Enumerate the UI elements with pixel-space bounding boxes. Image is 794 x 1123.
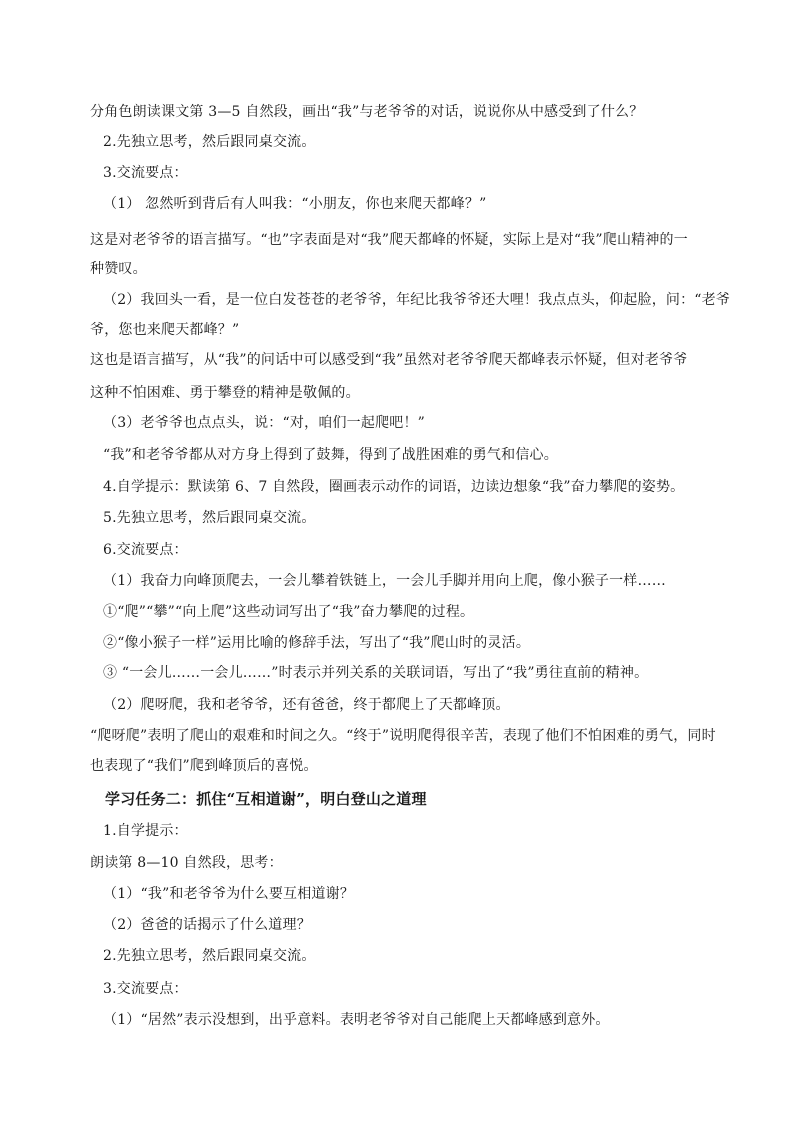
text-line: （1） 忽然听到背后有人叫我：“小朋友，你也来爬天都峰？” bbox=[103, 196, 487, 212]
text-line: 种赞叹。 bbox=[90, 261, 147, 277]
text-line: 1.自学提示： bbox=[103, 823, 188, 839]
text-line: （1）“我”和老爷爷为什么要互相道谢？ bbox=[103, 886, 355, 902]
text-line: （1）我奋力向峰顶爬去，一会儿攀着铁链上，一会儿手脚并用向上爬，像小猴子一样…… bbox=[103, 573, 666, 589]
text-line: 也表现了“我们”爬到峰顶后的喜悦。 bbox=[90, 758, 318, 774]
text-line: 这也是语言描写，从“我”的问话中可以感受到“我”虽然对老爷爷爬天都峰表示怀疑，但对老爷爷 bbox=[90, 352, 688, 368]
text-line: （3）老爷爷也点点头，说：“对，咱们一起爬吧！” bbox=[103, 415, 426, 431]
text-line: 爷，您也来爬天都峰？” bbox=[90, 322, 240, 338]
text-line: 2.先独立思考，然后跟同桌交流。 bbox=[103, 948, 316, 964]
text-line: 5.先独立思考，然后跟同桌交流。 bbox=[103, 510, 316, 526]
text-line: 这是对老爷爷的语言描写。“也”字表面是对“我”爬天都峰的怀疑，实际上是对“我”爬山精神的一 bbox=[90, 232, 688, 248]
text-line: 朗读第 8—10 自然段，思考： bbox=[90, 855, 283, 871]
text-line: 这种不怕困难、勇于攀登的精神是敬佩的。 bbox=[90, 385, 360, 401]
text-line: （2）我回头一看，是一位白发苍苍的老爷爷，年纪比我爷爷还大哩！我点点头，仰起脸，问：“老爷 bbox=[103, 292, 731, 308]
text-line: 4.自学提示：默读第 6、7 自然段，圈画表示动作的词语，边读边想象“我”奋力攀爬的姿势。 bbox=[103, 479, 685, 495]
text-line: 3.交流要点： bbox=[103, 165, 188, 181]
text-line: 分角色朗读课文第 3—5 自然段，画出“我”与老爷爷的对话，说说你从中感受到了什么？ bbox=[90, 104, 644, 120]
text-line: “我”和老爷爷都从对方身上得到了鼓舞，得到了战胜困难的勇气和信心。 bbox=[103, 447, 558, 463]
text-line: ①“爬”“攀”“向上爬”这些动词写出了“我”奋力攀爬的过程。 bbox=[103, 604, 475, 620]
text-line: （2）爸爸的话揭示了什么道理？ bbox=[103, 917, 311, 933]
text-line: 2.先独立思考，然后跟同桌交流。 bbox=[103, 134, 316, 150]
text-line: 6.交流要点： bbox=[103, 542, 188, 558]
section-heading: 学习任务二：抓住“互相道谢”，明白登山之道理 bbox=[105, 790, 427, 808]
text-line: “爬呀爬”表明了爬山的艰难和时间之久。“终于”说明爬得很辛苦，表现了他们不怕困难的勇气，同时 bbox=[90, 728, 716, 744]
text-line: （2）爬呀爬，我和老爷爷，还有爸爸，终于都爬上了天都峰顶。 bbox=[103, 697, 510, 713]
text-line: 3.交流要点： bbox=[103, 981, 188, 997]
text-line: ②“像小猴子一样”运用比喻的修辞手法，写出了“我”爬山时的灵活。 bbox=[103, 635, 531, 651]
text-line: （1）“居然”表示没想到，出乎意料。表明老爷爷对自己能爬上天都峰感到意外。 bbox=[103, 1012, 610, 1028]
text-line: ③ “一会儿……一会儿……”时表示并列关系的关联词语，写出了“我”勇往直前的精神。 bbox=[103, 665, 649, 681]
